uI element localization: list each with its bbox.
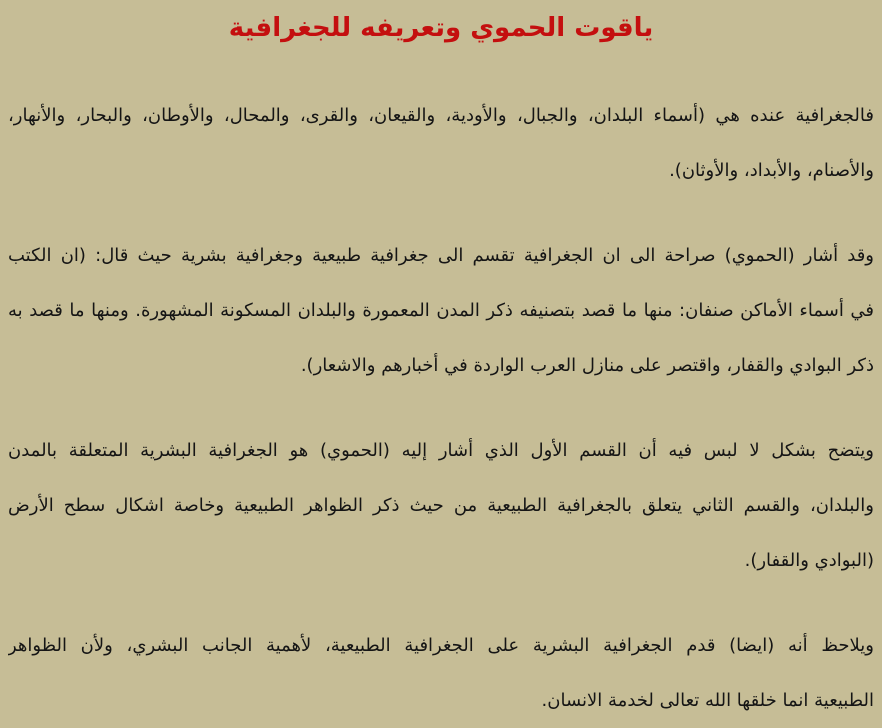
text-line: ويتضح بشكل لا لبس فيه أن القسم الأول الذي أشار إليه (الحموي) هو الجغرافية البشرية المتعلقة بالمدن bbox=[8, 440, 874, 461]
paragraph bbox=[8, 88, 874, 198]
paragraph bbox=[8, 423, 874, 588]
text-line: الطبيعية انما خلقها الله تعالى لخدمة الانسان. bbox=[541, 690, 874, 711]
text-line: في أسماء الأماكن صنفان: منها ما قصد بتصنيفه ذكر المدن المعمورة والبلدان المسكونة المشهورة. ومنها ما قصد به bbox=[8, 300, 874, 321]
text-line: ويلاحظ أنه (ايضا) قدم الجغرافية البشرية على الجغرافية الطبيعية، لأهمية الجانب البشري، ولأن الظواهر bbox=[8, 635, 874, 656]
paragraph bbox=[8, 228, 874, 393]
document-body bbox=[8, 52, 874, 728]
text-line: وقد أشار (الحموي) صراحة الى ان الجغرافية تقسم الى جغرافية طبيعية وجغرافية بشرية حيث قال: (ان الكتب bbox=[8, 245, 874, 266]
text-line: (البوادي والقفار). bbox=[744, 550, 874, 571]
text-line: والبلدان، والقسم الثاني يتعلق بالجغرافية الطبيعية من حيث ذكر الظواهر الطبيعية وخاصة اشكال سطح الأرض bbox=[8, 495, 874, 516]
paragraph bbox=[8, 618, 874, 728]
text-line: والأصنام، والأبداد، والأوثان). bbox=[669, 160, 874, 181]
page-title: ياقوت الحموي وتعريفه للجغرافية bbox=[228, 13, 654, 43]
text-line: ذكر البوادي والقفار، واقتصر على منازل العرب الواردة في أخبارهم والاشعار). bbox=[300, 355, 874, 376]
text-line: فالجغرافية عنده هي (أسماء البلدان، والجبال، والأودية، والقيعان، والقرى، والمحال، والأوطان، والبحار، والأنهار، bbox=[8, 105, 874, 126]
